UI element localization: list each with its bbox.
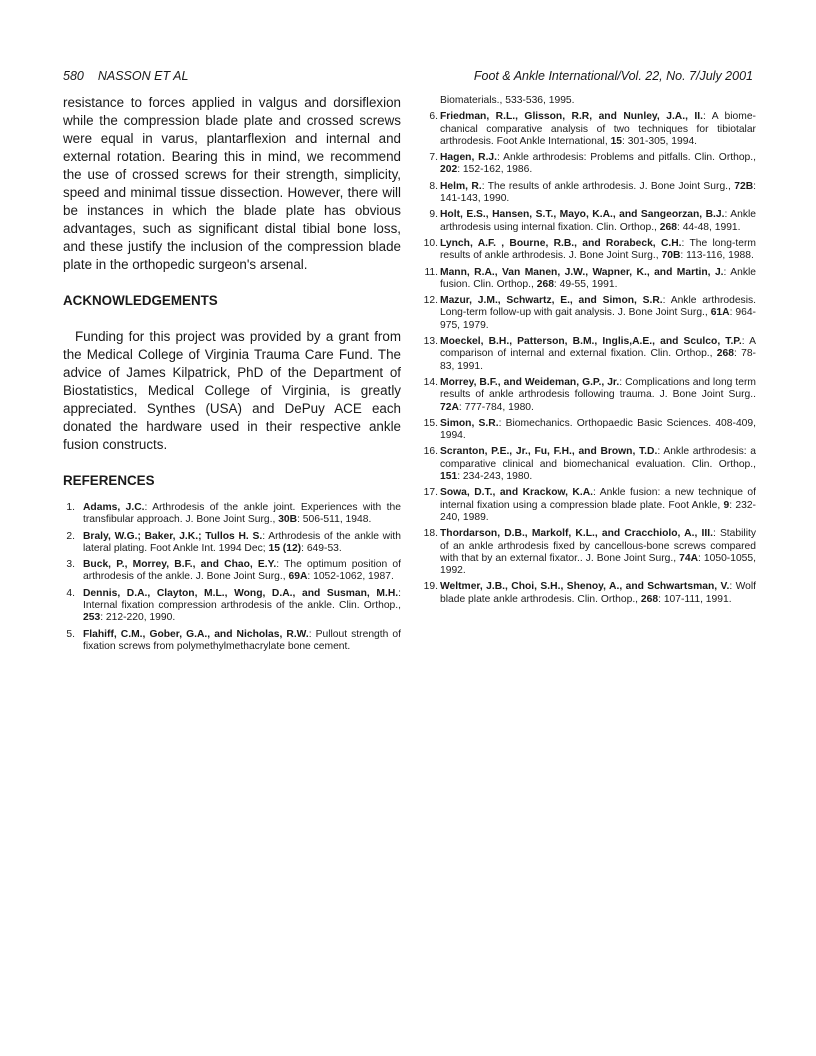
reference-item <box>420 446 756 483</box>
references-heading: REFERENCES <box>63 473 155 488</box>
header-left <box>63 69 188 83</box>
reference-number: 8. <box>429 180 438 192</box>
reference-title: : Complications and long term results of ankle arthrodesis following trauma. J. Bone Joint Surg.. <box>440 376 756 401</box>
reference-number: 13. <box>423 336 438 348</box>
page-number: 580 <box>63 69 84 83</box>
reference-number: 18. <box>423 528 438 540</box>
reference-number: 3. <box>66 559 75 571</box>
reference-number: 14. <box>423 376 438 388</box>
reference-pages: : 232-240, 1989. <box>440 499 756 523</box>
reference-authors: Friedman, R.L., Glisson, R.R, and Nunley, J.A., II. <box>440 111 703 123</box>
reference-item <box>420 181 756 206</box>
reference-item <box>420 295 756 332</box>
reference-number: 1. <box>66 502 75 513</box>
reference-volume: 30B <box>278 514 298 526</box>
reference-pages: : 152-162, 1986. <box>457 164 533 176</box>
reference-title: : Ankle arthrodesis. Long-term follow-up with gait analysis. J. Bone Joint Surg., <box>440 295 756 319</box>
reference-pages: : 212-220, 1990. <box>100 612 176 624</box>
reference-number: 17. <box>423 487 438 499</box>
reference-item <box>420 487 756 524</box>
reference-pages: : 113-116, 1988. <box>680 250 754 262</box>
acknowledgements-text: Funding for this project was provided by a grant from the Medical College of Virginia Trauma Care Fund. The advice of James Kilpatrick, PhD of the Department of Biostatistics, Medical College of Virginia, is greatly appreciated. Synthes (USA) and DePuy ACE each donated the hardware used in their respective ankle fusion constructs. <box>63 329 401 452</box>
reference-number: 12. <box>423 295 438 307</box>
reference-number: 6. <box>429 111 438 123</box>
reference-title: : Biomechanics. Orthopaedic Basic Sciences. 408-409, 1994. <box>440 417 756 442</box>
reference-title: : The results of ankle arthrodesis. J. Bone Joint Surg., <box>481 180 735 192</box>
reference-list-right <box>420 111 756 606</box>
reference-number: 11. <box>424 266 438 278</box>
reference-volume: 202 <box>440 164 458 176</box>
reference-volume: 268 <box>659 221 677 233</box>
reference-title: : The long-term results of ankle arthrodesis. J. Bone Joint Surg., <box>440 237 756 262</box>
reference-volume: 61A <box>710 307 730 319</box>
reference-number: 16. <box>423 446 438 458</box>
reference-number: 4. <box>66 587 75 599</box>
acknowledgements-heading: ACKNOWLEDGEMENTS <box>63 293 218 308</box>
reference-title: : Ankle fusion: a new technique of internal fixation using a compression blade plate. Foot Ankle, <box>440 487 756 511</box>
reference-authors: Flahiff, C.M., Gober, G.A., and Nicholas, R.W. <box>83 628 309 640</box>
reference-number: 10. <box>423 237 438 249</box>
reference-authors: Holt, E.S., Hansen, S.T., Mayo, K.A., and Sangeorzan, B.J. <box>440 209 725 221</box>
journal-citation: Foot & Ankle International/Vol. 22, No. 7/July 2001 <box>473 69 753 83</box>
reference-item <box>63 531 401 556</box>
conclusion-paragraph: resistance to forces applied in valgus and dorsiflexion while the compression blade plate and crossed screws were equal in varus, plantarflexion and internal and external rotation. Bearing this in mind, we recommend the use of crossed screws for their strength, simplicity, speed and minimal tissue dissection. However, there will be instances in which the blade plate has obvious advantages, such as significant distal tibial bone loss, and these justify the inclusion of the compression blade plate in the orthopedic surgeon's arsenal. <box>63 95 401 272</box>
reference-pages: : 777-784, 1980. <box>458 401 534 413</box>
reference-volume: 69A <box>288 571 308 583</box>
reference-item <box>420 418 756 443</box>
reference-item <box>63 502 401 527</box>
reference-number: 15. <box>423 417 438 429</box>
reference-item <box>420 111 756 148</box>
reference-pages: : 49-55, 1991. <box>553 278 618 290</box>
reference-pages: : 234-243, 1980. <box>457 471 533 483</box>
reference-authors: Helm, R. <box>440 180 482 192</box>
reference-authors: Hagen, R.J. <box>440 152 498 164</box>
right-column <box>420 95 756 610</box>
reference-title: : Ankle arthrodesis: a comparative clinical and biomechanical evaluation. Clin. Orthop., <box>440 446 756 470</box>
reference-volume: 15 (12) <box>268 542 302 554</box>
reference-volume: 72B <box>734 180 754 192</box>
reference-authors: Scranton, P.E., Jr., Fu, F.H., and Brown, T.D. <box>440 446 658 458</box>
running-header <box>63 69 753 87</box>
reference-title: : Arthrodesis of the ankle with lateral plating. Foot Ankle Int. 1994 Dec; <box>83 530 401 554</box>
reference-pages: : 649-53. <box>301 542 342 554</box>
reference-item <box>420 238 756 263</box>
reference-title: : Arthrodesis of the ankle joint. Experiences with the transfibular approach. J. Bone Joint Surg., <box>83 502 401 526</box>
reference-title: : Ankle arthrodesis using internal fixation. Clin. Orthop., <box>440 209 756 233</box>
reference-pages: : 301-305, 1994. <box>622 135 698 147</box>
reference-item <box>420 152 756 177</box>
reference-title: : A comparison of internal and external fixation. Clin. Orthop., <box>440 336 756 360</box>
reference-authors: Mann, R.A., Van Manen, J.W., Wapner, K., and Martin, J. <box>440 266 724 278</box>
reference-pages: : 1052-1062, 1987. <box>307 571 394 583</box>
reference-number: 2. <box>66 530 75 542</box>
reference-list-left <box>63 502 401 653</box>
reference-5-continuation: Biomaterials., 533-536, 1995. <box>440 95 575 106</box>
reference-title: : Pullout strength of fixation screws from polymethylmethacrylate bone cement. <box>83 628 401 652</box>
reference-volume: 151 <box>440 471 458 483</box>
reference-number: 5. <box>66 628 75 640</box>
reference-volume: 253 <box>83 612 101 624</box>
reference-pages: : 1050-1055, 1992. <box>440 552 756 577</box>
reference-authors: Dennis, D.A., Clayton, M.L., Wong, D.A., and Susman, M.H. <box>83 587 399 599</box>
reference-item <box>420 336 756 373</box>
reference-authors: Moeckel, B.H., Patterson, B.M., Inglis,A.E., and Sculco, T.P. <box>440 336 742 348</box>
reference-title: : Ankle arthrodesis: Problems and pitfalls. Clin. Orthop., <box>497 152 757 164</box>
reference-authors: Thordarson, D.B., Markolf, K.L., and Cracchiolo, A., III. <box>440 528 713 540</box>
reference-item <box>63 559 401 584</box>
reference-item <box>420 209 756 234</box>
reference-number: 9. <box>429 209 438 221</box>
running-authors: NASSON ET AL <box>97 69 189 83</box>
reference-number: 19. <box>423 581 438 593</box>
reference-title: : Internal fixation compression arthrodesis of the ankle. Clin. Orthop., <box>83 587 401 612</box>
reference-volume: 70B <box>661 250 681 262</box>
reference-authors: Buck, P., Morrey, B.F., and Chao, E.Y. <box>83 559 277 571</box>
reference-volume: 268 <box>716 348 734 360</box>
reference-volume: 268 <box>536 278 554 290</box>
reference-volume: 72A <box>440 401 459 413</box>
reference-title: : Wolf blade plate ankle arthrodesis. Clin. Orthop., <box>440 581 756 605</box>
reference-title: : A biome-chanical comparative analysis of two techniques for tibiotalar arthrodesis. Foot Ankle International, <box>440 111 756 147</box>
reference-authors: Weltmer, J.B., Choi, S.H., Shenoy, A., and Schwartsman, V. <box>440 581 730 593</box>
reference-authors: Braly, W.G.; Baker, J.K.; Tullos H. S. <box>83 530 263 542</box>
reference-volume: 74A <box>679 552 699 564</box>
reference-volume: 15 <box>610 135 623 147</box>
reference-pages: : 964-975, 1979. <box>440 307 756 331</box>
reference-item <box>420 581 756 606</box>
reference-volume: 268 <box>640 593 659 605</box>
reference-pages: : 44-48, 1991. <box>676 221 741 233</box>
reference-authors: Lynch, A.F. , Bourne, R.B., and Rorabeck, C.H. <box>440 237 682 249</box>
reference-title: : The optimum position of arthrodesis of the ankle. J. Bone Joint Surg., <box>83 559 401 583</box>
reference-item <box>63 629 401 654</box>
left-column <box>63 94 401 657</box>
reference-pages: : 506-511, 1948. <box>297 514 372 526</box>
reference-authors: Morrey, B.F., and Weideman, G.P., Jr. <box>440 376 620 388</box>
reference-authors: Adams, J.C. <box>83 502 145 513</box>
reference-volume: 9 <box>723 499 730 511</box>
reference-item <box>63 588 401 625</box>
reference-authors: Simon, S.R. <box>440 417 499 429</box>
reference-authors: Sowa, D.T., and Krackow, K.A. <box>440 487 594 499</box>
reference-title: : Ankle fusion. Clin. Orthop., <box>440 266 756 290</box>
reference-title: : Stability of an ankle arthrodesis fixed by cancellous-bone screws compared with that by an external fixator.. J. Bone Joint Surg., <box>440 528 756 564</box>
reference-number: 7. <box>429 152 438 164</box>
reference-item <box>420 528 756 577</box>
reference-pages: : 107-111, 1991. <box>658 593 732 605</box>
reference-pages: : 141-143, 1990. <box>440 180 757 205</box>
reference-item <box>420 377 756 414</box>
reference-pages: : 78-83, 1991. <box>440 348 756 372</box>
reference-authors: Mazur, J.M., Schwartz, E., and Simon, S.R. <box>440 295 663 307</box>
reference-item <box>420 267 756 292</box>
